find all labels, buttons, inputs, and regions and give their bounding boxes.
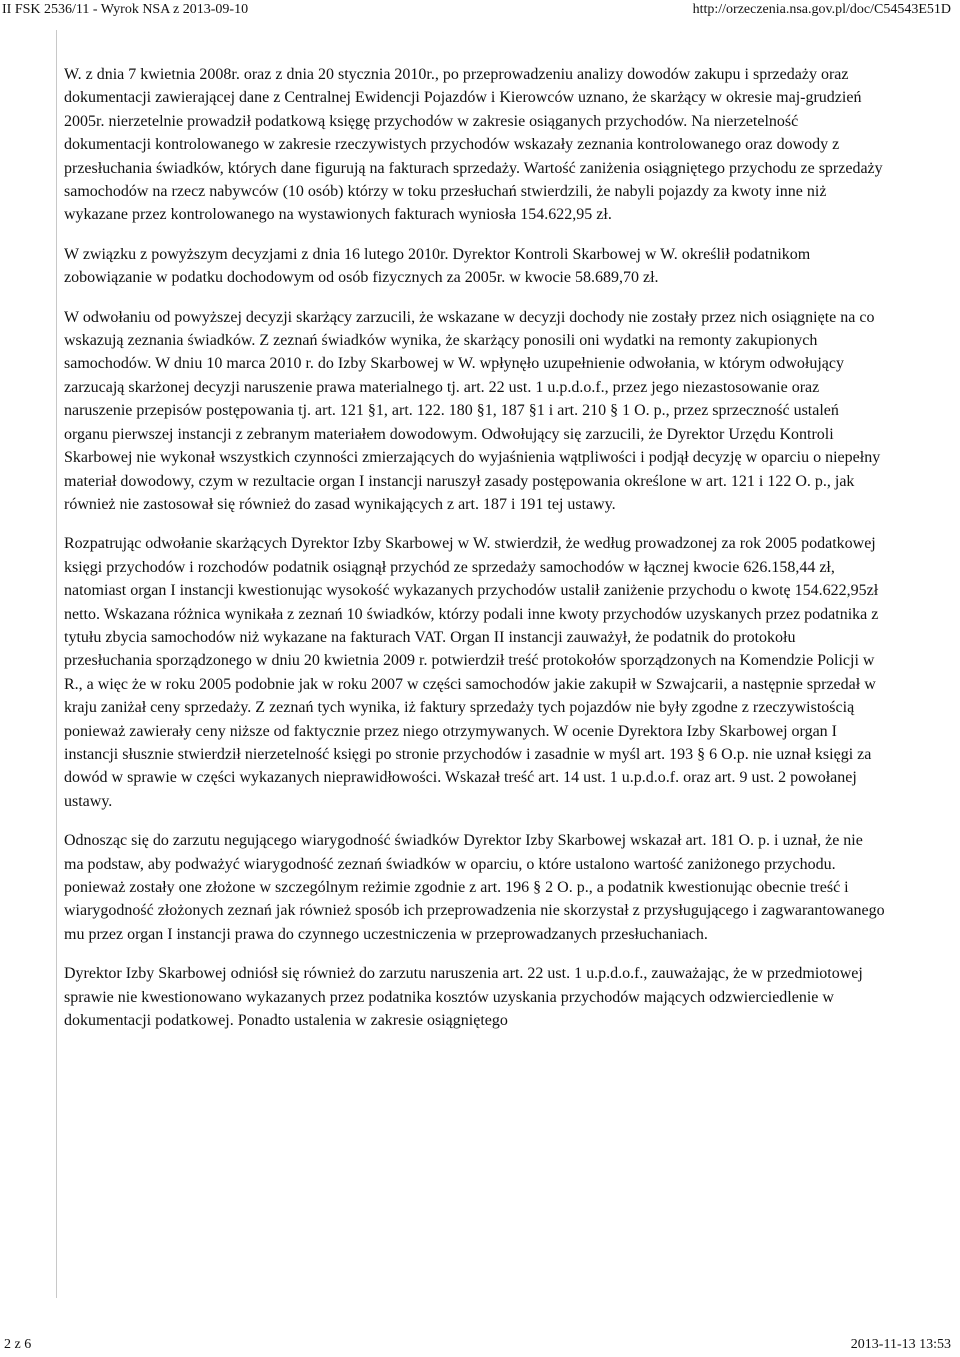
document-title: II FSK 2536/11 - Wyrok NSA z 2013-09-10 <box>2 2 249 17</box>
paragraph: Rozpatrując odwołanie skarżących Dyrektor Izby Skarbowej w W. stwierdził, że według prowadzonej za rok 2005 podatkowej księgi przychodów i rozchodów podatnik osiągnął przychód ze sprzedaży samochodów w łącznej kwocie 626.158,44 zł, natomiast organ I instancji kwestionując wysokość wykazanych przychodów ustalił zaniżenie przychodu o kwotę 154.622,95zł netto. Wskazana różnica wynikała z zeznań 10 świadków, którzy podali inne kwoty przychodów uzyskanych przez podatnika z tytułu zbycia samochodów niż wykazane na fakturach VAT. Organ II instancji zauważył, że podatnik do protokołu przesłuchania sporządzonego w dniu 20 kwietnia 2009 r. potwierdził treść protokołów sporządzonych na Komendzie Policji w R., a więc że w roku 2005 podobnie jak w roku 2007 w części samochodów jakie zakupił w Szwajcarii, a następnie sprzedał w kraju zaniżał ceny sprzedaży. Z zeznań tych wynika, iż faktury sprzedaży tych pojazdów nie były zgodne z rzeczywistością ponieważ zawierały ceny niższe od faktycznie przez niego otrzymywanych. W ocenie Dyrektora Izby Skarbowej organ I instancji słusznie stwierdził nierzetelność księgi po stronie przychodów i zasadnie w myśl art. 193 § 6 O.p. nie uznał księgi za dowód w sprawie w części wykazanych nieprawidłowości. Wskazał treść art. 14 ust. 1 u.p.d.o.f. oraz art. 9 ust. 2 powołanej ustawy. <box>64 535 879 810</box>
paragraph: W odwołaniu od powyższej decyzji skarżący zarzucili, że wskazane w decyzji dochody nie zostały przez nich osiągnięte na co wskazują zeznania świadków. Z zeznań świadków wynika, że skarżący ponosili oni wydatki na remonty zakupionych samochodów. W dniu 10 marca 2010 r. do Izby Skarbowej w W. wpłynęło uzupełnienie odwołania, w którym odwołujący zarzucają skarżonej decyzji naruszenie prawa materialnego tj. art. 22 ust. 1 u.p.d.o.f., przez jego niezastosowanie oraz naruszenie przepisów postępowania tj. art. 121 §1, art. 122. 180 §1, 187 §1 i art. 210 § 1 O. p., przez sprzeczność ustaleń organu pierwszej instancji z zebranym materiałem dowodowym. Odwołujący się zarzucili, że Dyrektor Urzędu Kontroli Skarbowej nie wykonał wszystkich czynności zmierzających do wyjaśnienia wątpliwości i podjął decyzję w oparciu o niepełny materiał dowodowy, czym w rezultacie organ I instancji naruszył zasady postępowania określone w art. 121 i 122 O. p., jak również nie zastosował się również do zasad wynikających z art. 187 i 191 tej ustawy. <box>64 308 881 513</box>
print-timestamp: 2013-11-13 13:53 <box>850 1337 951 1352</box>
page-number: 2 z 6 <box>4 1337 32 1352</box>
paragraph: W. z dnia 7 kwietnia 2008r. oraz z dnia 20 stycznia 2010r., po przeprowadzeniu analizy dowodów zakupu i sprzedaży oraz dokumentacji zawierającej dane z Centralnej Ewidencji Pojazdów i Kierowców uznano, że skarżący w okresie maj-grudzień 2005r. nierzetelnie prowadził podatkową księgę przychodów w zakresie osiąganych przychodów. Na nierzetelność dokumentacji kontrolowanego w zakresie rzeczywistych przychodów wskazały zeznania kontrolowanego oraz dowody z przesłuchania świadków, których dane figurują na fakturach sprzedaży. Wartość zaniżenia osiągniętego przychodu ze sprzedaży samochodów na rzecz nabywców (10 osób) którzy w toku przesłuchań stwierdzili, że nabyli pojazdy za kwoty inne niż wykazane przez kontrolowanego na wystawionych fakturach wyniosła 154.622,95 zł. <box>64 66 883 224</box>
paragraph: Odnosząc się do zarzutu negującego wiarygodność świadków Dyrektor Izby Skarbowej wskazał art. 181 O. p. i uznał, że nie ma podstaw, aby podważyć wiarygodność zeznań świadków w oparciu, o które ustalono wartość zaniżonego przychodu. ponieważ zostały one złożone w szczególnym reżimie zgodnie z art. 196 § 2 O. p., a podatnik kwestionując obecnie treść i wiarygodność złożonych zeznań jak również sposób ich przeprowadzenia nie skorzystał z przysługującego i zagwarantowanego mu przez organ I instancji prawa do czynnego uczestniczenia w przeprowadzanych przesłuchaniach. <box>64 832 885 943</box>
paragraph: Dyrektor Izby Skarbowej odniósł się również do zarzutu naruszenia art. 22 ust. 1 u.p.d.o.f., zauważając, że w przedmiotowej sprawie nie kwestionowano wykazanych przez podatnika kosztów uzyskania przychodów mających odzwierciedlenie w dokumentacji podatkowej. Ponadto ustalenia w zakresie osiągniętego <box>64 965 863 1030</box>
margin-rule <box>56 30 57 1298</box>
document-url[interactable]: http://orzeczenia.nsa.gov.pl/doc/C54543E51D <box>692 2 951 17</box>
paragraph: W związku z powyższym decyzjami z dnia 16 lutego 2010r. Dyrektor Kontroli Skarbowej w W. określił podatnikom zobowiązanie w podatku dochodowym od osób fizycznych za 2005r. w kwocie 58.689,70 zł. <box>64 245 811 287</box>
document-body <box>64 63 886 1048</box>
